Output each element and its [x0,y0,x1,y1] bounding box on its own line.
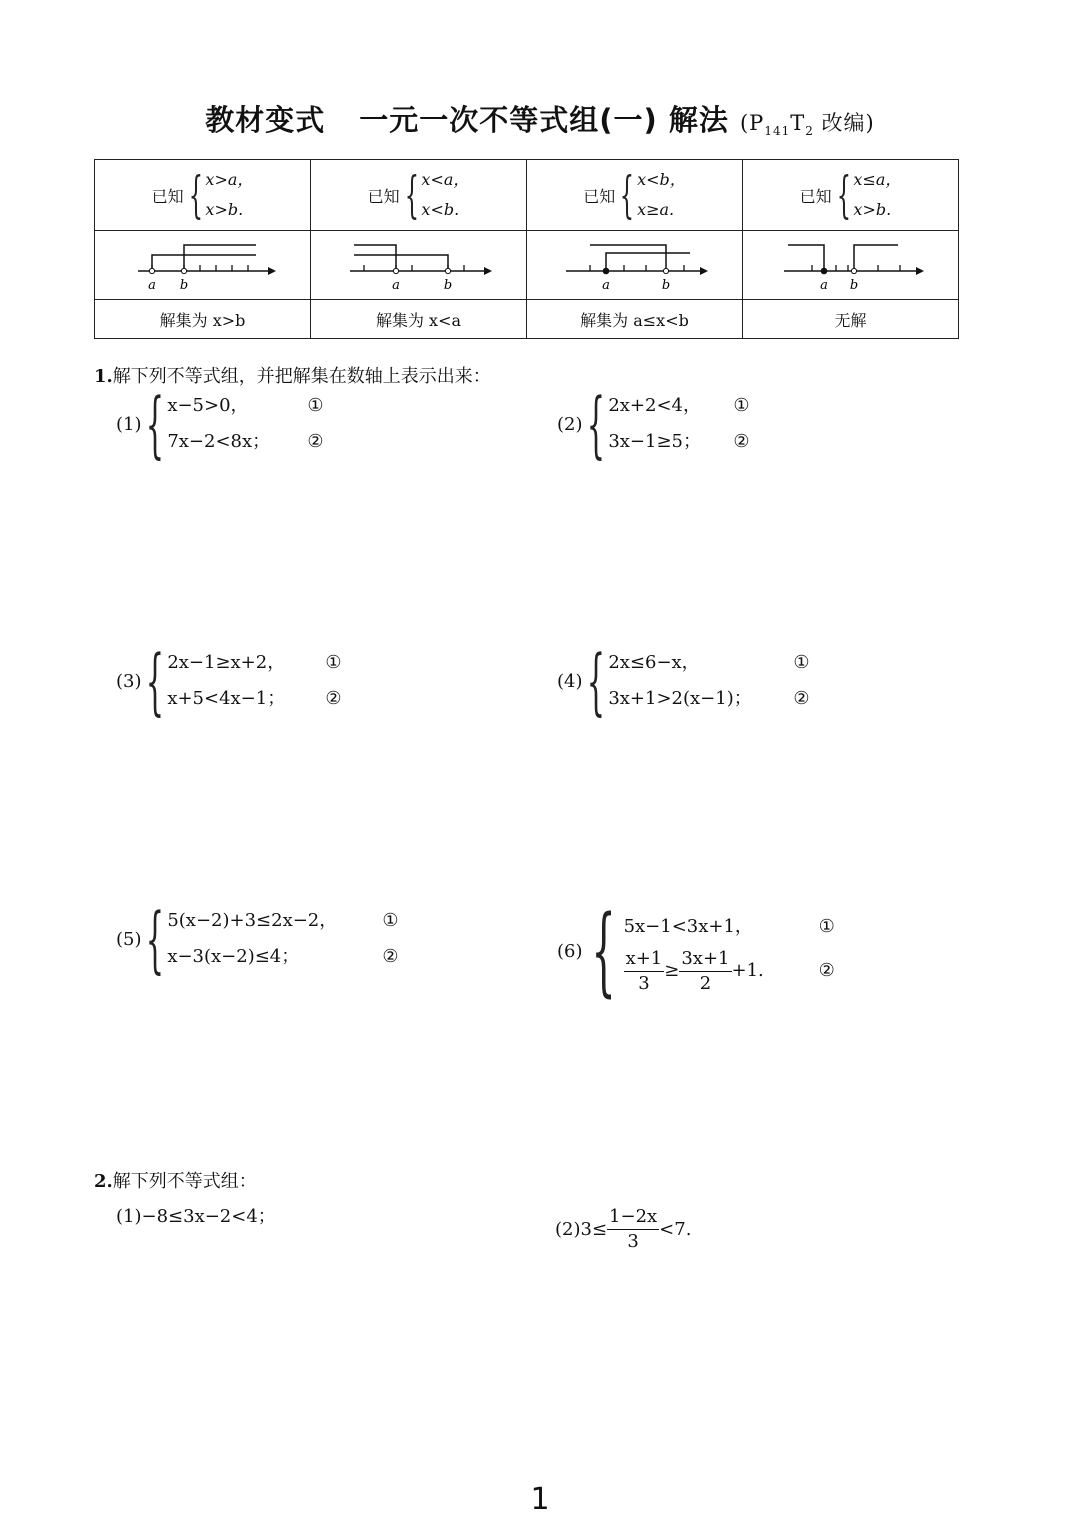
problem-1-3: (3) { 2x−1≥x+2， ① x+5<4x−1； ② [116,639,342,723]
problem-2-1: (1)−8≤3x−2<4； [116,1206,276,1227]
problem-2-2: (2)3≤ $\frac{1-2x}{3}$ <7. [555,1206,692,1252]
page-number: 1 [530,1482,550,1517]
title-main-b: 一元一次不等式组(一) 解法 [359,103,729,137]
question-1-heading: 1.解下列不等式组，并把解集在数轴上表示出来： [94,366,491,387]
case-2-number-line [311,231,527,300]
problem-1-2: (2) { 2x+2<4， ① 3x−1≥5； ② [557,382,750,466]
problem-1-6: (6) { 5x−1<3x+1， ① $\frac{x+1}{3}$ ≥ $\frac{3x+1}{2}$ +1. ② [557,895,835,1007]
case-3-number-line [527,231,743,300]
tick-label-a: a [391,278,400,293]
tick-label-b: b [179,278,188,293]
tick-label-b: b [443,278,452,293]
case-2-solution: 解集为 x<a [311,300,527,339]
page-title [0,98,1080,139]
title-reference: ($P_{141}T_2$ 改编) [739,111,875,139]
case-4-solution: 无解 [743,300,959,339]
case-1-number-line [95,231,311,300]
case-4-number-line [743,231,959,300]
case-3-given: 已知 { x<b， x≥a. [527,160,743,231]
case-2-given: 已知 { x<a， x<b. [311,160,527,231]
problem-1-1: (1) { x−5>0， ① 7x−2<8x； ② [116,382,324,466]
case-4-given: 已知 { x≤a， x>b. [743,160,959,231]
title-main-a: 教材变式 [205,103,326,137]
case-1-solution: 解集为 x>b [95,300,311,339]
question-2-heading: 2.解下列不等式组： [94,1171,257,1192]
tick-label-b: b [849,278,858,293]
tick-label-a: a [819,278,828,293]
tick-label-a: a [601,278,610,293]
tick-label-b: b [661,278,670,293]
case-1-given: 已知 { x>a， x>b. [95,160,311,231]
case-3-solution: 解集为 a≤x<b [527,300,743,339]
problem-1-4: (4) { 2x≤6−x， ① 3x+1>2(x−1)； ② [557,639,810,723]
problem-1-5: (5) { 5(x−2)+3≤2x−2， ① x−3(x−2)≤4； ② [116,897,399,981]
summary-table [94,159,959,339]
tick-label-a: a [147,278,156,293]
